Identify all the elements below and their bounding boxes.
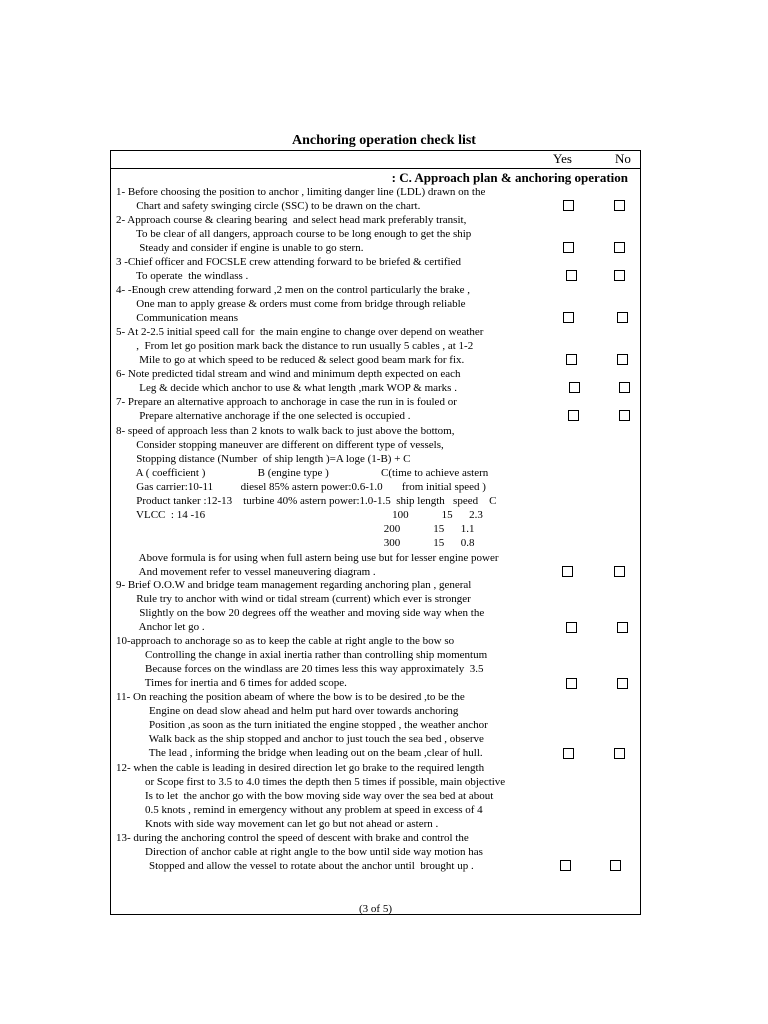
- checklist-line: Slightly on the bow 20 degrees off the weather and moving side way when the: [131, 607, 485, 619]
- checklist-line: 200 15 1.1: [128, 523, 475, 535]
- checklist-line: or Scope first to 3.5 to 4.0 times the depth then 5 times if possible, main objective: [134, 776, 506, 788]
- checklist-line: Is to let the anchor go with the bow moving side way over the sea bed at about: [134, 790, 494, 802]
- checklist-line: Times for inertia and 6 times for added scope.: [134, 677, 347, 689]
- checklist-line: Consider stopping maneuver are different on different type of vessels,: [128, 439, 444, 451]
- checklist-line: Mile to go at which speed to be reduced & select good beam mark for fix.: [131, 354, 465, 366]
- checklist-line: One man to apply grease & orders must come from bridge through reliable: [128, 298, 466, 310]
- checklist-line: 11- On reaching the position abeam of where the bow is to be desired ,to be the: [116, 691, 465, 703]
- checklist-line: Stopped and allow the vessel to rotate about the anchor until brought up .: [138, 860, 474, 872]
- no-checkbox[interactable]: [617, 354, 628, 365]
- checklist-line: 13- during the anchoring control the speed of descent with brake and control the: [116, 832, 469, 844]
- page-number: (3 of 5): [359, 903, 392, 915]
- yes-checkbox[interactable]: [563, 748, 574, 759]
- checklist-line: VLCC : 14 -16 100 15 2.3: [128, 509, 483, 521]
- checklist-line: Gas carrier:10-11 diesel 85% astern power:0.6-1.0 from initial speed ): [128, 481, 486, 493]
- checklist-line: Chart and safety swinging circle (SSC) to be drawn on the chart.: [128, 200, 421, 212]
- no-checkbox[interactable]: [617, 622, 628, 633]
- checklist-line: Product tanker :12-13 turbine 40% astern power:1.0-1.5 ship length speed C: [128, 495, 497, 507]
- checklist-line: 3 -Chief officer and FOCSLE crew attending forward to be briefed & certified: [116, 256, 461, 268]
- checklist-line: A ( coefficient ) B (engine type ) C(time to achieve astern: [128, 467, 489, 479]
- checklist-line: To be clear of all dangers, approach course to be long enough to get the ship: [128, 228, 472, 240]
- checklist-line: Prepare alternative anchorage if the one selected is occupied .: [131, 410, 411, 422]
- checklist-line: Steady and consider if engine is unable to go stern.: [131, 242, 364, 254]
- checklist-line: 1- Before choosing the position to anchor , limiting danger line (LDL) drawn on the: [116, 186, 486, 198]
- yes-checkbox[interactable]: [562, 566, 573, 577]
- checklist-line: , From let go position mark back the distance to run usually 5 cables , at 1-2: [128, 340, 474, 352]
- no-checkbox[interactable]: [614, 242, 625, 253]
- checklist-line: Controlling the change in axial inertia rather than controlling ship momentum: [134, 649, 488, 661]
- checklist-line: 0.5 knots , remind in emergency without any problem at speed in excess of 4: [134, 804, 483, 816]
- checklist-line: Stopping distance (Number of ship length )=A loge (1-B) + C: [128, 453, 411, 465]
- checklist-line: Communication means: [128, 312, 238, 324]
- no-checkbox[interactable]: [614, 270, 625, 281]
- yes-checkbox[interactable]: [566, 354, 577, 365]
- checklist-line: 7- Prepare an alternative approach to anchorage in case the run in is fouled or: [116, 396, 457, 408]
- no-checkbox[interactable]: [614, 200, 625, 211]
- yes-checkbox[interactable]: [566, 270, 577, 281]
- section-heading: : C. Approach plan & anchoring operation: [391, 170, 628, 185]
- checklist-line: 6- Note predicted tidal stream and wind and minimum depth expected on each: [116, 368, 461, 380]
- yes-checkbox[interactable]: [569, 382, 580, 393]
- yes-checkbox[interactable]: [568, 410, 579, 421]
- checklist-line: 8- speed of approach less than 2 knots to walk back to just above the bottom,: [116, 425, 455, 437]
- no-checkbox[interactable]: [617, 312, 628, 323]
- checklist-line: The lead , informing the bridge when leading out on the beam ,clear of hull.: [138, 747, 483, 759]
- checklist-line: Rule try to anchor with wind or tidal stream (current) which ever is stronger: [128, 593, 471, 605]
- checklist-line: 300 15 0.8: [128, 537, 475, 549]
- no-checkbox[interactable]: [619, 410, 630, 421]
- checklist-line: Position ,as soon as the turn initiated the engine stopped , the weather anchor: [138, 719, 488, 731]
- no-checkbox[interactable]: [617, 678, 628, 689]
- checklist-line: 4- -Enough crew attending forward ,2 men on the control particularly the brake ,: [116, 284, 471, 296]
- checklist-line: Knots with side way movement can let go but not ahead or astern .: [134, 818, 439, 830]
- checklist-line: Walk back as the ship stopped and anchor to just touch the sea bed , observe: [138, 733, 484, 745]
- checklist-line: 12- when the cable is leading in desired direction let go brake to the required length: [116, 762, 485, 774]
- yes-column-header: Yes: [553, 151, 572, 166]
- no-checkbox[interactable]: [619, 382, 630, 393]
- page-title: Anchoring operation check list: [292, 133, 476, 148]
- yes-checkbox[interactable]: [566, 678, 577, 689]
- yes-checkbox[interactable]: [566, 622, 577, 633]
- no-checkbox[interactable]: [610, 860, 621, 871]
- checklist-line: And movement refer to vessel maneuvering diagram .: [131, 566, 376, 578]
- yes-checkbox[interactable]: [563, 200, 574, 211]
- checklist-line: 2- Approach course & clearing bearing and select head mark preferably transit,: [116, 214, 467, 226]
- no-column-header: No: [615, 151, 631, 166]
- no-checkbox[interactable]: [614, 566, 625, 577]
- checklist-line: Engine on dead slow ahead and helm put hard over towards anchoring: [138, 705, 459, 717]
- checklist-line: Above formula is for using when full astern being use but for lesser engine power: [131, 552, 499, 564]
- yes-checkbox[interactable]: [563, 312, 574, 323]
- yes-checkbox[interactable]: [563, 242, 574, 253]
- checklist-line: To operate the windlass .: [128, 270, 249, 282]
- no-checkbox[interactable]: [614, 748, 625, 759]
- checklist-line: 10-approach to anchorage so as to keep the cable at right angle to the bow so: [116, 635, 455, 647]
- checklist-line: 9- Brief O.O.W and bridge team management regarding anchoring plan , general: [116, 579, 472, 591]
- yes-checkbox[interactable]: [560, 860, 571, 871]
- checklist-line: Leg & decide which anchor to use & what length ,mark WOP & marks .: [131, 382, 457, 394]
- checklist-line: Because forces on the windlass are 20 times less this way approximately 3.5: [134, 663, 484, 675]
- checklist-line: Direction of anchor cable at right angle to the bow until side way motion has: [134, 846, 483, 858]
- checklist-line: Anchor let go .: [131, 621, 205, 633]
- checklist-line: 5- At 2-2.5 initial speed call for the main engine to change over depend on weather: [116, 326, 484, 338]
